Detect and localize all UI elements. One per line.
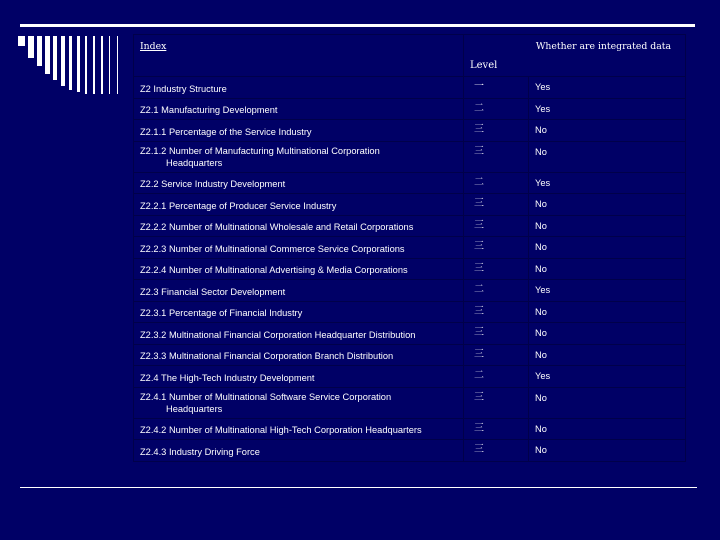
header-integrated: Whether are integrated data bbox=[464, 35, 686, 77]
table-row bbox=[134, 194, 686, 216]
integrated-cell: No bbox=[529, 141, 686, 172]
table-row bbox=[134, 141, 686, 172]
index-text-continued: Headquarters bbox=[166, 157, 223, 168]
integrated-cell: No bbox=[529, 387, 686, 418]
table-row bbox=[134, 237, 686, 259]
table-row bbox=[134, 258, 686, 280]
level-cell: 三 bbox=[464, 194, 529, 216]
level-cell: 三 bbox=[464, 301, 529, 323]
index-text: Z2.3.3 Multinational Financial Corporation Branch Distribution bbox=[140, 351, 394, 361]
index-cell bbox=[134, 418, 464, 440]
index-text: Z2.1 Manufacturing Development bbox=[140, 105, 278, 115]
index-text: Z2.2.4 Number of Multinational Advertising & Media Corporations bbox=[140, 265, 408, 275]
index-cell bbox=[134, 323, 464, 345]
index-cell bbox=[134, 258, 464, 280]
index-cell bbox=[134, 280, 464, 302]
index-cell bbox=[134, 366, 464, 388]
index-text: Z2.1.1 Percentage of the Service Industry bbox=[140, 126, 312, 137]
level-cell: 二 bbox=[464, 98, 529, 120]
integrated-cell: No bbox=[529, 258, 686, 280]
index-text: Z2.2.3 Number of Multinational Commerce Service Corporations bbox=[140, 243, 405, 254]
integrated-cell: Yes bbox=[529, 366, 686, 388]
header-index: Index bbox=[134, 35, 464, 77]
level-cell: 三 bbox=[464, 141, 529, 172]
integrated-cell: No bbox=[529, 440, 686, 462]
table-row bbox=[134, 77, 686, 99]
level-cell: 三 bbox=[464, 344, 529, 366]
index-text: Z2.4.2 Number of Multinational High-Tech Corporation Headquarters bbox=[140, 425, 422, 435]
integrated-cell: No bbox=[529, 344, 686, 366]
index-text: Z2 Industry Structure bbox=[140, 83, 227, 94]
index-cell bbox=[134, 387, 464, 418]
level-cell: 三 bbox=[464, 215, 529, 237]
table-row bbox=[134, 98, 686, 120]
integrated-cell: No bbox=[529, 215, 686, 237]
index-cell bbox=[134, 301, 464, 323]
level-cell: 二 bbox=[464, 172, 529, 194]
index-cell bbox=[134, 344, 464, 366]
index-cell bbox=[134, 440, 464, 462]
index-cell bbox=[134, 172, 464, 194]
table-row bbox=[134, 366, 686, 388]
table-row bbox=[134, 323, 686, 345]
level-cell: 一 bbox=[464, 77, 529, 99]
index-cell bbox=[134, 141, 464, 172]
index-text: Z2.4 The High-Tech Industry Development bbox=[140, 372, 315, 383]
bottom-rule bbox=[20, 487, 697, 488]
level-cell: 三 bbox=[464, 323, 529, 345]
top-rule bbox=[20, 24, 695, 27]
index-text: Z2.3.2 Multinational Financial Corporation Headquarter Distribution bbox=[140, 329, 416, 340]
index-cell bbox=[134, 77, 464, 99]
index-cell bbox=[134, 120, 464, 142]
header-row bbox=[134, 35, 686, 77]
header-level: Level bbox=[470, 60, 498, 71]
index-text: Z2.2.2 Number of Multinational Wholesale and Retail Corporations bbox=[140, 222, 414, 232]
index-text: Z2.2 Service Industry Development bbox=[140, 179, 286, 189]
index-text: Z2.3 Financial Sector Development bbox=[140, 286, 286, 297]
index-text: Z2.3.1 Percentage of Financial Industry bbox=[140, 308, 303, 318]
integrated-cell: No bbox=[529, 194, 686, 216]
table-row bbox=[134, 120, 686, 142]
integrated-cell: No bbox=[529, 120, 686, 142]
index-text: Z2.4.1 Number of Multinational Software Service Corporation bbox=[140, 391, 392, 402]
integrated-cell: Yes bbox=[529, 77, 686, 99]
integrated-cell: No bbox=[529, 237, 686, 259]
decorative-bars bbox=[18, 36, 138, 96]
index-text: Z2.4.3 Industry Driving Force bbox=[140, 446, 260, 457]
index-text: Z2.2.1 Percentage of Producer Service Industry bbox=[140, 200, 337, 211]
level-cell: 二 bbox=[464, 366, 529, 388]
index-cell bbox=[134, 98, 464, 120]
table-row bbox=[134, 344, 686, 366]
index-cell bbox=[134, 215, 464, 237]
integrated-cell: Yes bbox=[529, 280, 686, 302]
table-row bbox=[134, 280, 686, 302]
integrated-cell: No bbox=[529, 418, 686, 440]
index-text-continued: Headquarters bbox=[166, 403, 223, 414]
table-row bbox=[134, 440, 686, 462]
integrated-cell: Yes bbox=[529, 172, 686, 194]
level-cell: 三 bbox=[464, 440, 529, 462]
index-cell bbox=[134, 237, 464, 259]
index-cell bbox=[134, 194, 464, 216]
index-text: Z2.1.2 Number of Manufacturing Multinational Corporation bbox=[140, 145, 380, 156]
level-cell: 三 bbox=[464, 237, 529, 259]
integrated-cell: No bbox=[529, 301, 686, 323]
table-row bbox=[134, 387, 686, 418]
integrated-cell: Yes bbox=[529, 98, 686, 120]
level-cell: 三 bbox=[464, 120, 529, 142]
table-row bbox=[134, 301, 686, 323]
index-table bbox=[133, 34, 686, 462]
level-cell: 三 bbox=[464, 387, 529, 418]
table-row bbox=[134, 418, 686, 440]
level-cell: 三 bbox=[464, 418, 529, 440]
table-row bbox=[134, 215, 686, 237]
level-cell: 二 bbox=[464, 280, 529, 302]
integrated-cell: No bbox=[529, 323, 686, 345]
level-cell: 三 bbox=[464, 258, 529, 280]
table-row bbox=[134, 172, 686, 194]
